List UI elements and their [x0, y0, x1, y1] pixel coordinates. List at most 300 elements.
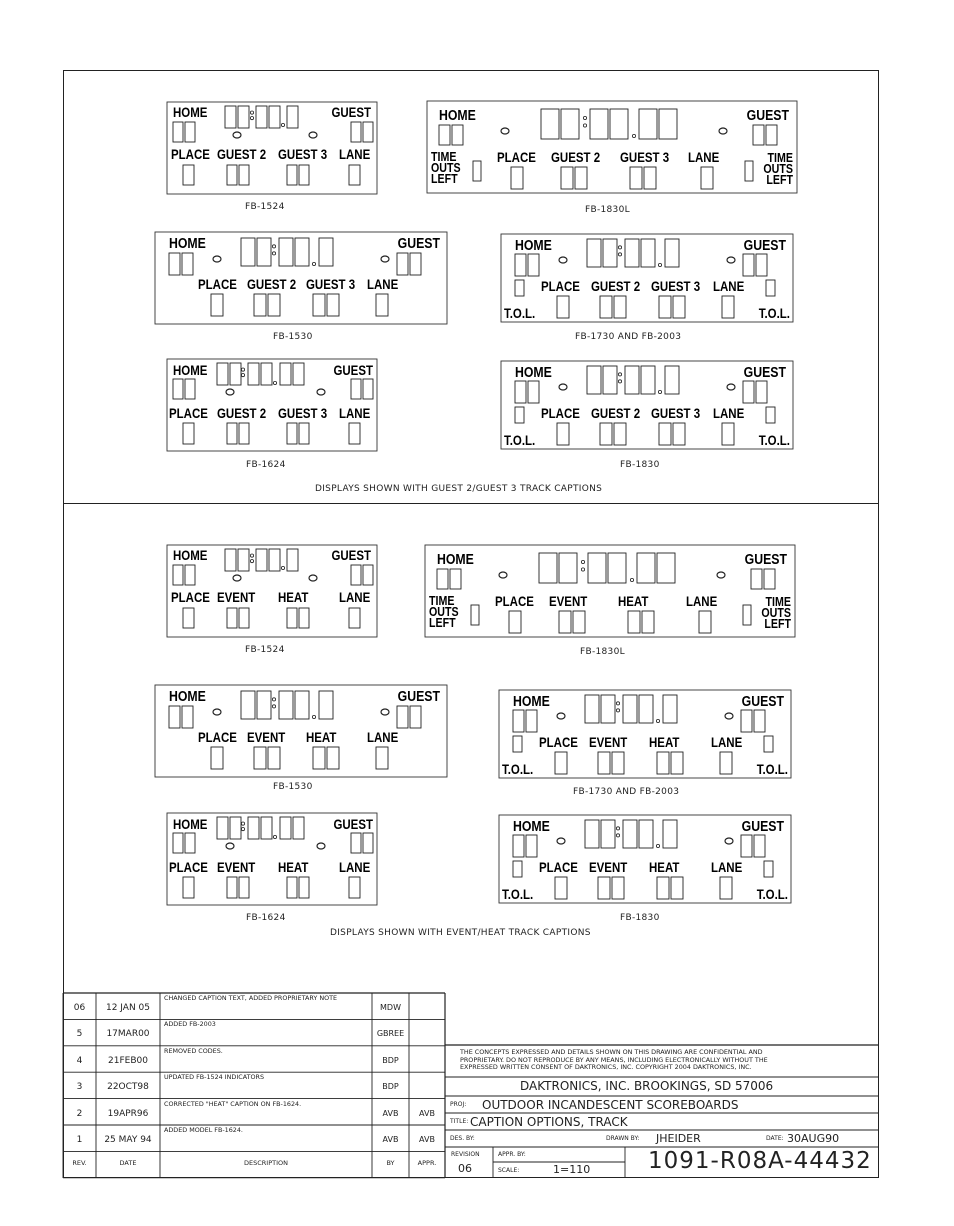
possession-indicator-icon: [213, 256, 221, 262]
caption-text: GUEST: [331, 546, 371, 564]
caption-text: LANE: [713, 404, 745, 422]
caption-text: T.O.L.: [758, 304, 791, 322]
colon-dot: [241, 374, 244, 377]
digit-outline: [279, 238, 293, 266]
colon-dot: [250, 111, 253, 114]
digit-outline: [299, 165, 309, 185]
digit-outline: [363, 565, 373, 585]
revision-by-cell: AVB: [382, 1135, 399, 1144]
caption-text: LEFT: [431, 170, 458, 187]
revision-description-cell: CORRECTED "HEAT" CAPTION ON FB-1624.: [164, 1099, 302, 1108]
caption-text: EVENT: [217, 588, 256, 606]
caption-text: LEFT: [429, 614, 456, 631]
caption-text: LANE: [711, 858, 743, 876]
caption-text: EVENT: [589, 858, 628, 876]
digit-outline: [227, 423, 237, 444]
digit-outline: [351, 833, 361, 853]
digit-outline: [511, 167, 523, 189]
colon-dot: [583, 116, 586, 119]
caption-text: PLACE: [198, 275, 237, 293]
digit-outline: [561, 109, 579, 139]
digit-outline: [173, 833, 183, 853]
date-label: DATE:: [766, 1135, 784, 1142]
possession-indicator-icon: [317, 389, 325, 395]
digit-outline: [269, 549, 280, 571]
drawing-title: CAPTION OPTIONS, TRACK: [470, 1115, 628, 1129]
revision-number-cell: 5: [76, 1029, 83, 1040]
digit-outline: [515, 381, 526, 403]
caption-text: GUEST: [746, 106, 790, 124]
possession-indicator-icon: [725, 713, 733, 719]
caption-text: HOME: [515, 236, 552, 254]
possession-indicator-icon: [309, 575, 317, 581]
caption-text: HOME: [513, 692, 550, 710]
caption-text: HOME: [173, 546, 208, 564]
model-label: FB-1624: [246, 913, 286, 923]
digit-outline: [287, 608, 297, 628]
caption-text: EVENT: [247, 728, 286, 746]
digit-outline: [673, 296, 685, 318]
model-label: FB-1624: [246, 460, 286, 470]
digit-outline: [603, 239, 617, 267]
caption-text: EVENT: [549, 592, 588, 610]
caption-text: OUTS: [763, 160, 793, 177]
digit-outline: [319, 238, 333, 266]
digit-outline: [185, 565, 195, 585]
section-caption-event: DISPLAYS SHOWN WITH EVENT/HEAT TRACK CAPTIONS: [330, 928, 591, 938]
caption-text: HEAT: [618, 592, 649, 610]
possession-indicator-icon: [559, 384, 567, 390]
revision-date-cell: 17MAR00: [106, 1029, 150, 1040]
revision-label: REVISION: [451, 1151, 480, 1158]
caption-text: HOME: [437, 550, 474, 568]
digit-outline: [612, 752, 624, 774]
possession-indicator-icon: [381, 709, 389, 715]
scoreboard-outline: [425, 545, 795, 637]
digit-outline: [751, 569, 762, 589]
digit-outline: [764, 569, 775, 589]
colon-dot: [272, 698, 275, 701]
digit-outline: [659, 423, 671, 445]
drawn-by-label: DRAWN BY:: [606, 1135, 640, 1142]
model-label: FB-1830L: [585, 205, 630, 215]
scoreboard-fb1624b: [167, 813, 377, 905]
digit-outline: [663, 695, 677, 723]
digit-outline: [743, 605, 751, 625]
digit-outline: [515, 254, 526, 276]
caption-text: PLACE: [169, 404, 208, 422]
digit-outline: [327, 747, 339, 769]
digit-outline: [183, 877, 194, 898]
project-name: OUTDOOR INCANDESCENT SCOREBOARDS: [482, 1098, 739, 1112]
digit-outline: [239, 877, 249, 898]
caption-text: TIME: [767, 149, 793, 166]
digit-outline: [766, 407, 775, 423]
digit-outline: [287, 877, 297, 898]
drawing-number: 1091-R08A-44432: [648, 1148, 872, 1174]
digit-outline: [239, 423, 249, 444]
digit-outline: [557, 423, 569, 445]
digit-outline: [452, 125, 463, 145]
digit-outline: [227, 877, 237, 898]
caption-text: LANE: [686, 592, 718, 610]
possession-indicator-icon: [233, 575, 241, 581]
caption-text: LANE: [367, 728, 399, 746]
model-label: FB-1830: [620, 913, 660, 923]
caption-text: TIME: [431, 148, 457, 165]
digit-outline: [217, 363, 228, 385]
colon-dot: [241, 828, 244, 831]
decimal-point: [630, 578, 633, 581]
caption-text: HOME: [513, 817, 550, 835]
possession-indicator-icon: [559, 257, 567, 263]
digit-outline: [641, 239, 655, 267]
digit-outline: [610, 109, 628, 139]
digit-outline: [280, 817, 291, 839]
digit-outline: [557, 296, 569, 318]
caption-text: GUEST 3: [620, 148, 670, 166]
digit-outline: [268, 747, 280, 769]
digit-outline: [573, 611, 585, 633]
digit-outline: [630, 167, 642, 189]
colon-dot: [616, 834, 619, 837]
digit-outline: [526, 710, 537, 732]
digit-outline: [601, 695, 615, 723]
digit-outline: [351, 565, 361, 585]
model-label: FB-1830L: [580, 647, 625, 657]
revision-number: 06: [458, 1162, 472, 1175]
header-rev: REV.: [72, 1159, 87, 1168]
digit-outline: [293, 363, 304, 385]
digit-outline: [248, 363, 259, 385]
digit-outline: [183, 608, 194, 628]
digit-outline: [299, 877, 309, 898]
digit-outline: [363, 833, 373, 853]
colon-dot: [250, 117, 253, 120]
digit-outline: [513, 861, 522, 877]
digit-outline: [410, 706, 421, 728]
digit-outline: [257, 238, 271, 266]
colon-dot: [616, 709, 619, 712]
model-label: FB-1524: [245, 645, 285, 655]
digit-outline: [376, 747, 388, 769]
company-name: DAKTRONICS, INC. BROOKINGS, SD 57006: [520, 1079, 774, 1093]
header-date: DATE: [119, 1159, 137, 1168]
digit-outline: [665, 239, 679, 267]
caption-text: OUTS: [431, 159, 461, 176]
digit-outline: [173, 379, 183, 399]
digit-outline: [473, 161, 481, 181]
scoreboard-fb1624a: [167, 359, 377, 451]
digit-outline: [598, 877, 610, 899]
decimal-point: [273, 381, 276, 384]
digit-outline: [257, 691, 271, 719]
revision-by-cell: AVB: [382, 1108, 399, 1118]
appr-by-label: APPR. BY:: [498, 1151, 526, 1158]
decimal-point: [658, 263, 661, 266]
caption-text: PLACE: [541, 404, 580, 422]
digit-outline: [639, 109, 657, 139]
digit-outline: [754, 835, 765, 857]
digit-outline: [720, 752, 732, 774]
drawn-by: JHEIDER: [656, 1132, 701, 1145]
colon-dot: [272, 252, 275, 255]
digit-outline: [217, 817, 228, 839]
revision-description-cell: UPDATED FB-1524 INDICATORS: [164, 1073, 265, 1082]
section-caption-guest: DISPLAYS SHOWN WITH GUEST 2/GUEST 3 TRACK CAPTIONS: [315, 484, 603, 494]
caption-text: HEAT: [306, 728, 337, 746]
digit-outline: [169, 706, 180, 728]
caption-text: HEAT: [649, 733, 680, 751]
digit-outline: [363, 379, 373, 399]
caption-text: LANE: [339, 858, 371, 876]
digit-outline: [671, 752, 683, 774]
digit-outline: [754, 710, 765, 732]
scale-value: 1=110: [553, 1163, 591, 1176]
digit-outline: [513, 736, 522, 752]
caption-text: LANE: [339, 404, 371, 422]
digit-outline: [349, 608, 360, 628]
colon-dot: [250, 554, 253, 557]
colon-dot: [272, 705, 275, 708]
caption-text: HEAT: [649, 858, 680, 876]
digit-outline: [608, 553, 626, 583]
digit-outline: [279, 691, 293, 719]
digit-outline: [585, 695, 599, 723]
digit-outline: [515, 280, 524, 296]
caption-text: GUEST: [333, 361, 374, 379]
model-label: FB-1730 AND FB-2003: [573, 787, 680, 797]
possession-indicator-icon: [725, 838, 733, 844]
caption-text: LANE: [339, 588, 371, 606]
digit-outline: [410, 253, 421, 275]
decimal-point: [658, 390, 661, 393]
digit-outline: [587, 239, 601, 267]
proj-label: PROJ:: [450, 1101, 467, 1108]
digit-outline: [280, 363, 291, 385]
digit-outline: [268, 294, 280, 316]
scoreboard-fb1830a: [501, 361, 793, 449]
scoreboard-outline: [427, 101, 797, 193]
digit-outline: [623, 820, 637, 848]
digit-outline: [756, 381, 767, 403]
digit-outline: [625, 366, 639, 394]
drawing-date: 30AUG90: [787, 1132, 840, 1145]
digit-outline: [673, 423, 685, 445]
digit-outline: [439, 125, 450, 145]
digit-outline: [227, 608, 237, 628]
digit-outline: [637, 553, 655, 583]
colon-dot: [581, 568, 584, 571]
digit-outline: [351, 379, 361, 399]
possession-indicator-icon: [309, 132, 317, 138]
digit-outline: [241, 238, 255, 266]
possession-indicator-icon: [233, 132, 241, 138]
possession-indicator-icon: [499, 572, 507, 578]
revision-appr-cell: AVB: [419, 1135, 435, 1144]
digit-outline: [722, 296, 734, 318]
digit-outline: [663, 820, 677, 848]
caption-text: TIME: [765, 593, 792, 610]
decimal-point: [312, 262, 315, 265]
digit-outline: [256, 106, 267, 128]
digit-outline: [254, 747, 266, 769]
revision-description-cell: CHANGED CAPTION TEXT, ADDED PROPRIETARY NOTE: [164, 994, 338, 1002]
revision-date-cell: 22OCT98: [107, 1082, 149, 1093]
digit-outline: [241, 691, 255, 719]
caption-text: GUEST 2: [247, 275, 297, 293]
digit-outline: [319, 691, 333, 719]
digit-outline: [639, 695, 653, 723]
digit-outline: [555, 877, 567, 899]
revision-date-cell: 12 JAN 05: [105, 1003, 150, 1013]
caption-text: GUEST 3: [278, 404, 328, 422]
digit-outline: [745, 161, 753, 181]
caption-text: T.O.L.: [502, 760, 534, 778]
model-label: FB-1530: [273, 332, 313, 342]
colon-dot: [616, 827, 619, 830]
digit-outline: [657, 553, 675, 583]
digit-outline: [559, 611, 571, 633]
digit-outline: [659, 109, 677, 139]
digit-outline: [211, 294, 223, 316]
model-label: FB-1830: [620, 460, 660, 470]
digit-outline: [590, 109, 608, 139]
colon-dot: [618, 253, 621, 256]
digit-outline: [659, 296, 671, 318]
caption-text: GUEST 2: [591, 277, 641, 295]
digit-outline: [515, 407, 524, 423]
caption-text: LANE: [688, 148, 720, 166]
digit-outline: [743, 381, 754, 403]
scale-label: SCALE:: [498, 1167, 520, 1174]
digit-outline: [295, 691, 309, 719]
caption-text: HOME: [173, 103, 208, 121]
decimal-point: [656, 719, 659, 722]
model-label: FB-1530: [273, 782, 313, 792]
digit-outline: [211, 747, 223, 769]
digit-outline: [541, 109, 559, 139]
digit-outline: [764, 736, 773, 752]
digit-outline: [614, 423, 626, 445]
digit-outline: [327, 294, 339, 316]
possession-indicator-icon: [557, 713, 565, 719]
des-by-label: DES. BY:: [450, 1135, 475, 1142]
caption-text: T.O.L.: [502, 885, 534, 903]
title-label: TITLE:: [450, 1118, 469, 1125]
possession-indicator-icon: [727, 384, 735, 390]
caption-text: OUTS: [761, 604, 792, 621]
digit-outline: [612, 877, 624, 899]
decimal-point: [312, 715, 315, 718]
caption-text: GUEST 2: [217, 145, 267, 163]
scoreboard-fb1830la: [427, 101, 797, 193]
caption-text: PLACE: [169, 858, 208, 876]
possession-indicator-icon: [381, 256, 389, 262]
caption-text: T.O.L.: [758, 431, 791, 449]
digit-outline: [598, 752, 610, 774]
caption-text: GUEST 3: [278, 145, 328, 163]
digit-outline: [254, 294, 266, 316]
digit-outline: [741, 710, 752, 732]
colon-dot: [618, 380, 621, 383]
possession-indicator-icon: [719, 128, 727, 134]
digit-outline: [185, 122, 195, 142]
caption-text: GUEST: [743, 236, 786, 254]
decimal-point: [632, 134, 635, 137]
digit-outline: [295, 238, 309, 266]
possession-indicator-icon: [317, 843, 325, 849]
digit-outline: [603, 366, 617, 394]
revision-number-cell: 2: [76, 1108, 83, 1119]
possession-indicator-icon: [213, 709, 221, 715]
digit-outline: [741, 835, 752, 857]
colon-dot: [241, 822, 244, 825]
colon-dot: [618, 373, 621, 376]
revision-description-cell: ADDED FB-2003: [164, 1020, 216, 1029]
digit-outline: [239, 608, 249, 628]
header-appr: APPR.: [417, 1159, 437, 1168]
caption-text: PLACE: [541, 277, 580, 295]
caption-text: HOME: [169, 234, 206, 252]
digit-outline: [642, 611, 654, 633]
digit-outline: [238, 106, 249, 128]
colon-dot: [250, 560, 253, 563]
revision-number-cell: 1: [76, 1135, 83, 1145]
caption-text: PLACE: [539, 733, 578, 751]
caption-text: TIME: [429, 592, 455, 609]
possession-indicator-icon: [226, 389, 234, 395]
possession-indicator-icon: [727, 257, 735, 263]
caption-text: LANE: [713, 277, 745, 295]
digit-outline: [225, 549, 236, 571]
digit-outline: [753, 125, 764, 145]
revision-number-cell: 3: [76, 1082, 83, 1093]
digit-outline: [526, 835, 537, 857]
caption-text: EVENT: [589, 733, 628, 751]
caption-text: GUEST 3: [651, 277, 701, 295]
caption-text: T.O.L.: [504, 431, 536, 449]
digit-outline: [764, 861, 773, 877]
caption-text: T.O.L.: [756, 885, 788, 903]
caption-text: GUEST 3: [306, 275, 356, 293]
digit-outline: [555, 752, 567, 774]
digit-outline: [269, 106, 280, 128]
digit-outline: [559, 553, 577, 583]
digit-outline: [238, 549, 249, 571]
digit-outline: [182, 253, 193, 275]
caption-text: T.O.L.: [504, 304, 536, 322]
header-by: BY: [386, 1159, 395, 1168]
header-description: DESCRIPTION: [244, 1159, 288, 1168]
digit-outline: [528, 254, 539, 276]
revision-date-cell: 21FEB00: [108, 1055, 148, 1066]
digit-outline: [600, 296, 612, 318]
colon-dot: [581, 560, 584, 563]
digit-outline: [299, 423, 309, 444]
caption-text: HOME: [439, 106, 476, 124]
decimal-point: [273, 835, 276, 838]
caption-text: GUEST: [397, 687, 441, 705]
revision-description-cell: REMOVED CODES.: [164, 1046, 223, 1055]
caption-text: EVENT: [217, 858, 256, 876]
caption-text: PLACE: [539, 858, 578, 876]
digit-outline: [397, 253, 408, 275]
digit-outline: [363, 122, 373, 142]
digit-outline: [614, 296, 626, 318]
digit-outline: [287, 549, 298, 571]
revision-by-cell: MDW: [380, 1003, 401, 1012]
